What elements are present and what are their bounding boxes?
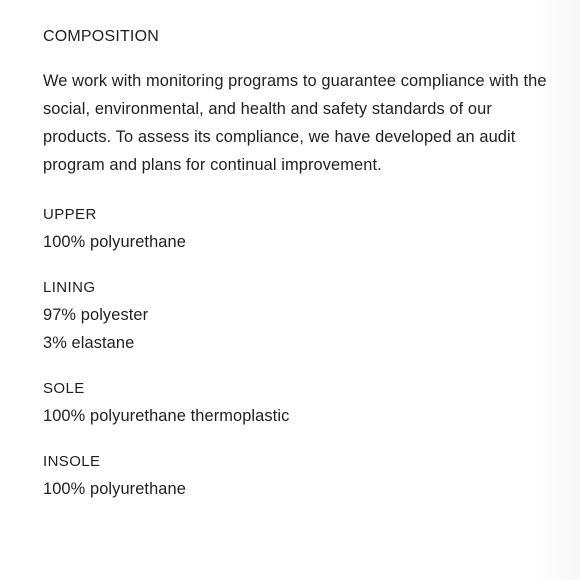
section-sole-label: SOLE [43,380,85,397]
section-insole-label: INSOLE [43,453,101,470]
section-sole [43,375,553,430]
section-upper-label: UPPER [43,206,97,223]
section-lining-label: LINING [43,279,96,296]
section-upper-value-1: 100% polyurethane [43,233,186,251]
section-upper [43,201,553,256]
composition-description: We work with monitoring programs to guarantee compliance with the social, environmental, and health and safety standards of our products. To assess its compliance, we have developed an audit program and plans for continual improvement. [43,72,547,174]
section-lining-value-2: 3% elastane [43,334,135,352]
section-lining [43,274,553,357]
composition-title: COMPOSITION [43,28,159,45]
section-insole [43,448,553,503]
section-lining-value-1: 97% polyester [43,306,149,324]
section-sole-value-1: 100% polyurethane thermoplastic [43,407,290,425]
composition-content [43,26,553,521]
section-insole-value-1: 100% polyurethane [43,480,186,498]
